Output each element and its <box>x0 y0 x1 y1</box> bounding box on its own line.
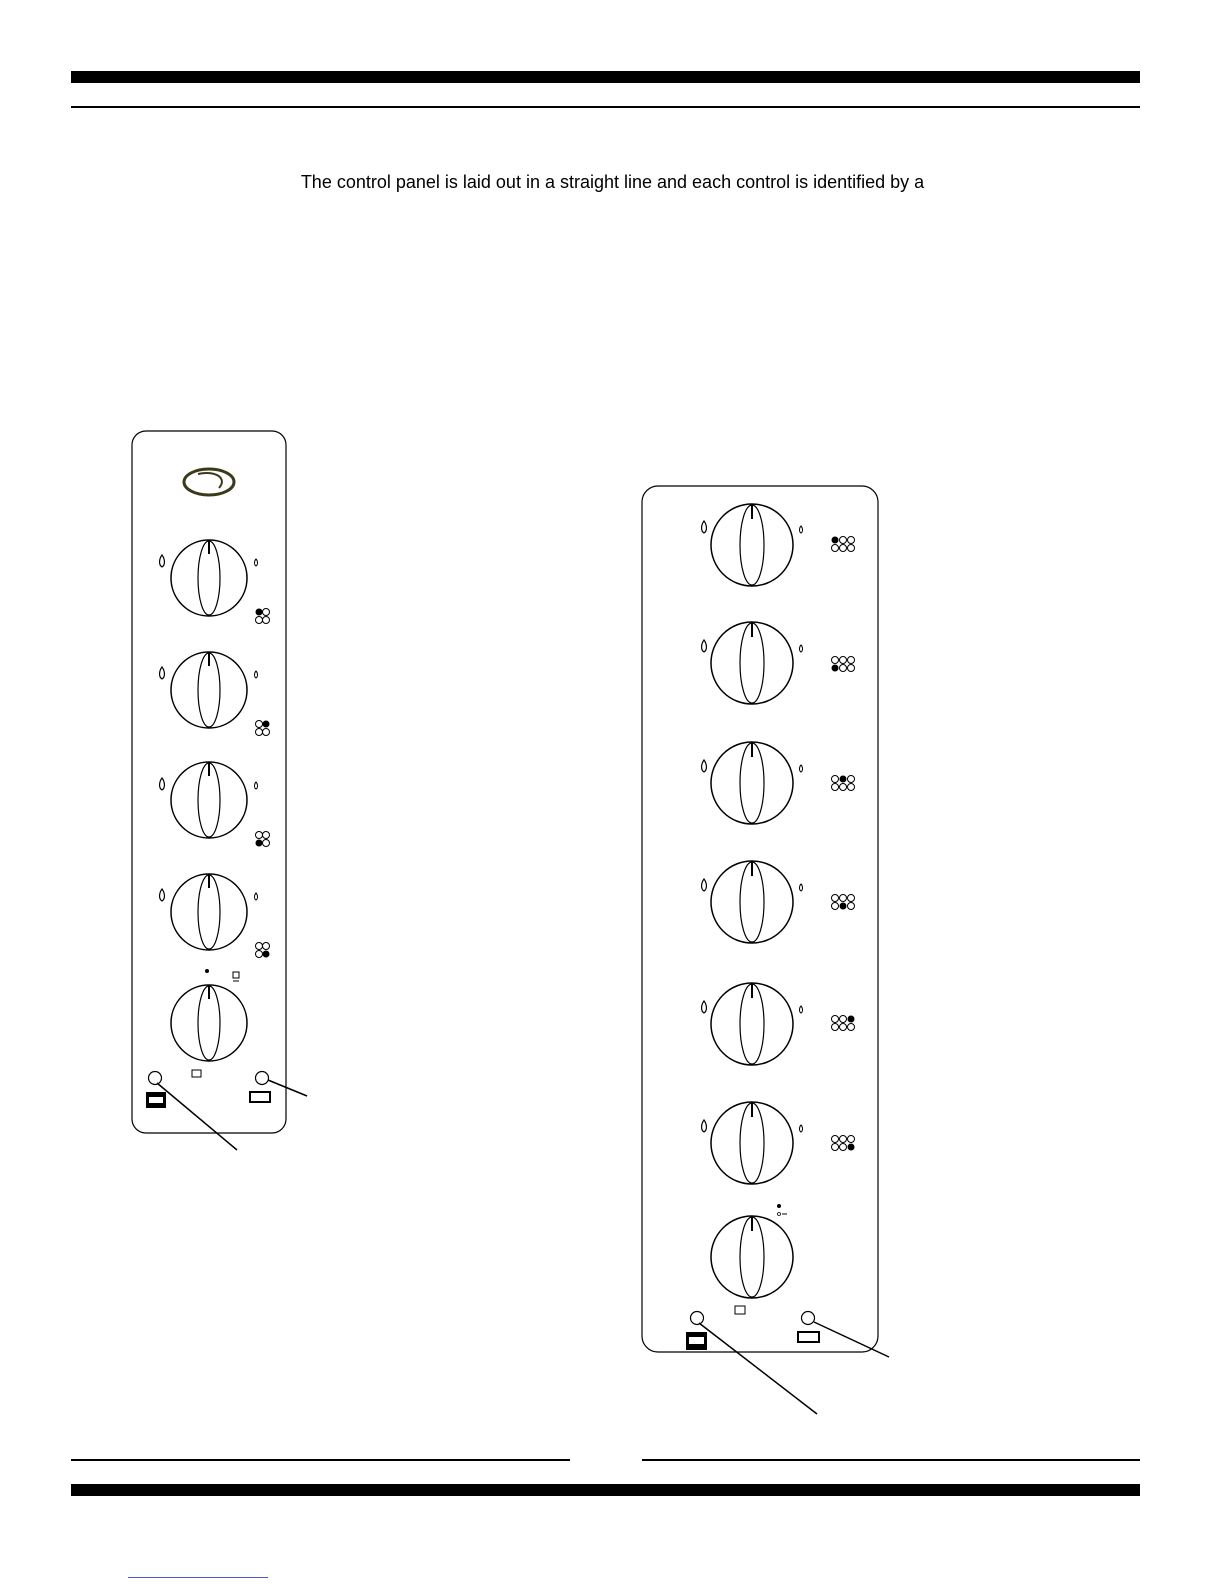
knob-burner-r5 <box>702 983 855 1065</box>
indicator-light-right <box>256 1072 269 1085</box>
knob-burner-1 <box>160 540 270 624</box>
knob-burner-r1 <box>702 504 855 586</box>
knob-burner-3 <box>160 762 270 847</box>
indicator-light-right-r <box>802 1312 815 1325</box>
knob-burner-r6 <box>702 1102 855 1184</box>
burner-position-icon-r4 <box>832 895 855 910</box>
footer-link-underline[interactable] <box>128 1577 268 1578</box>
knob-oven-thermostat-r <box>711 1204 793 1314</box>
burner-position-icon-2 <box>256 721 270 736</box>
knob-burner-r3 <box>702 742 855 824</box>
burner-position-icon-4 <box>256 943 270 958</box>
bottom-thin-rule-left <box>71 1459 570 1461</box>
bottom-thin-rule-right <box>642 1459 1140 1461</box>
knob-burner-4 <box>160 874 270 958</box>
burner-position-icon-r1 <box>832 537 855 552</box>
knob-oven-thermostat <box>171 969 247 1077</box>
indicator-light-left-r <box>691 1312 704 1325</box>
burner-position-icon-3 <box>256 832 270 847</box>
panel-six-burner <box>642 486 889 1414</box>
indicator-light-left <box>149 1072 162 1085</box>
burner-position-icon-r3 <box>832 776 855 791</box>
burner-position-icon-r5 <box>832 1016 855 1031</box>
burner-position-icon-1 <box>256 609 270 624</box>
panel-four-burner <box>132 431 307 1150</box>
knob-burner-r2 <box>702 622 855 704</box>
knob-burner-r4 <box>702 861 855 943</box>
burner-position-icon-r2 <box>832 657 855 672</box>
burner-position-icon-r6 <box>832 1136 855 1151</box>
knob-burner-2 <box>160 652 270 736</box>
bottom-thick-rule <box>71 1484 1140 1496</box>
intro-text: The control panel is laid out in a straight line and each control is identified by a <box>300 172 925 192</box>
